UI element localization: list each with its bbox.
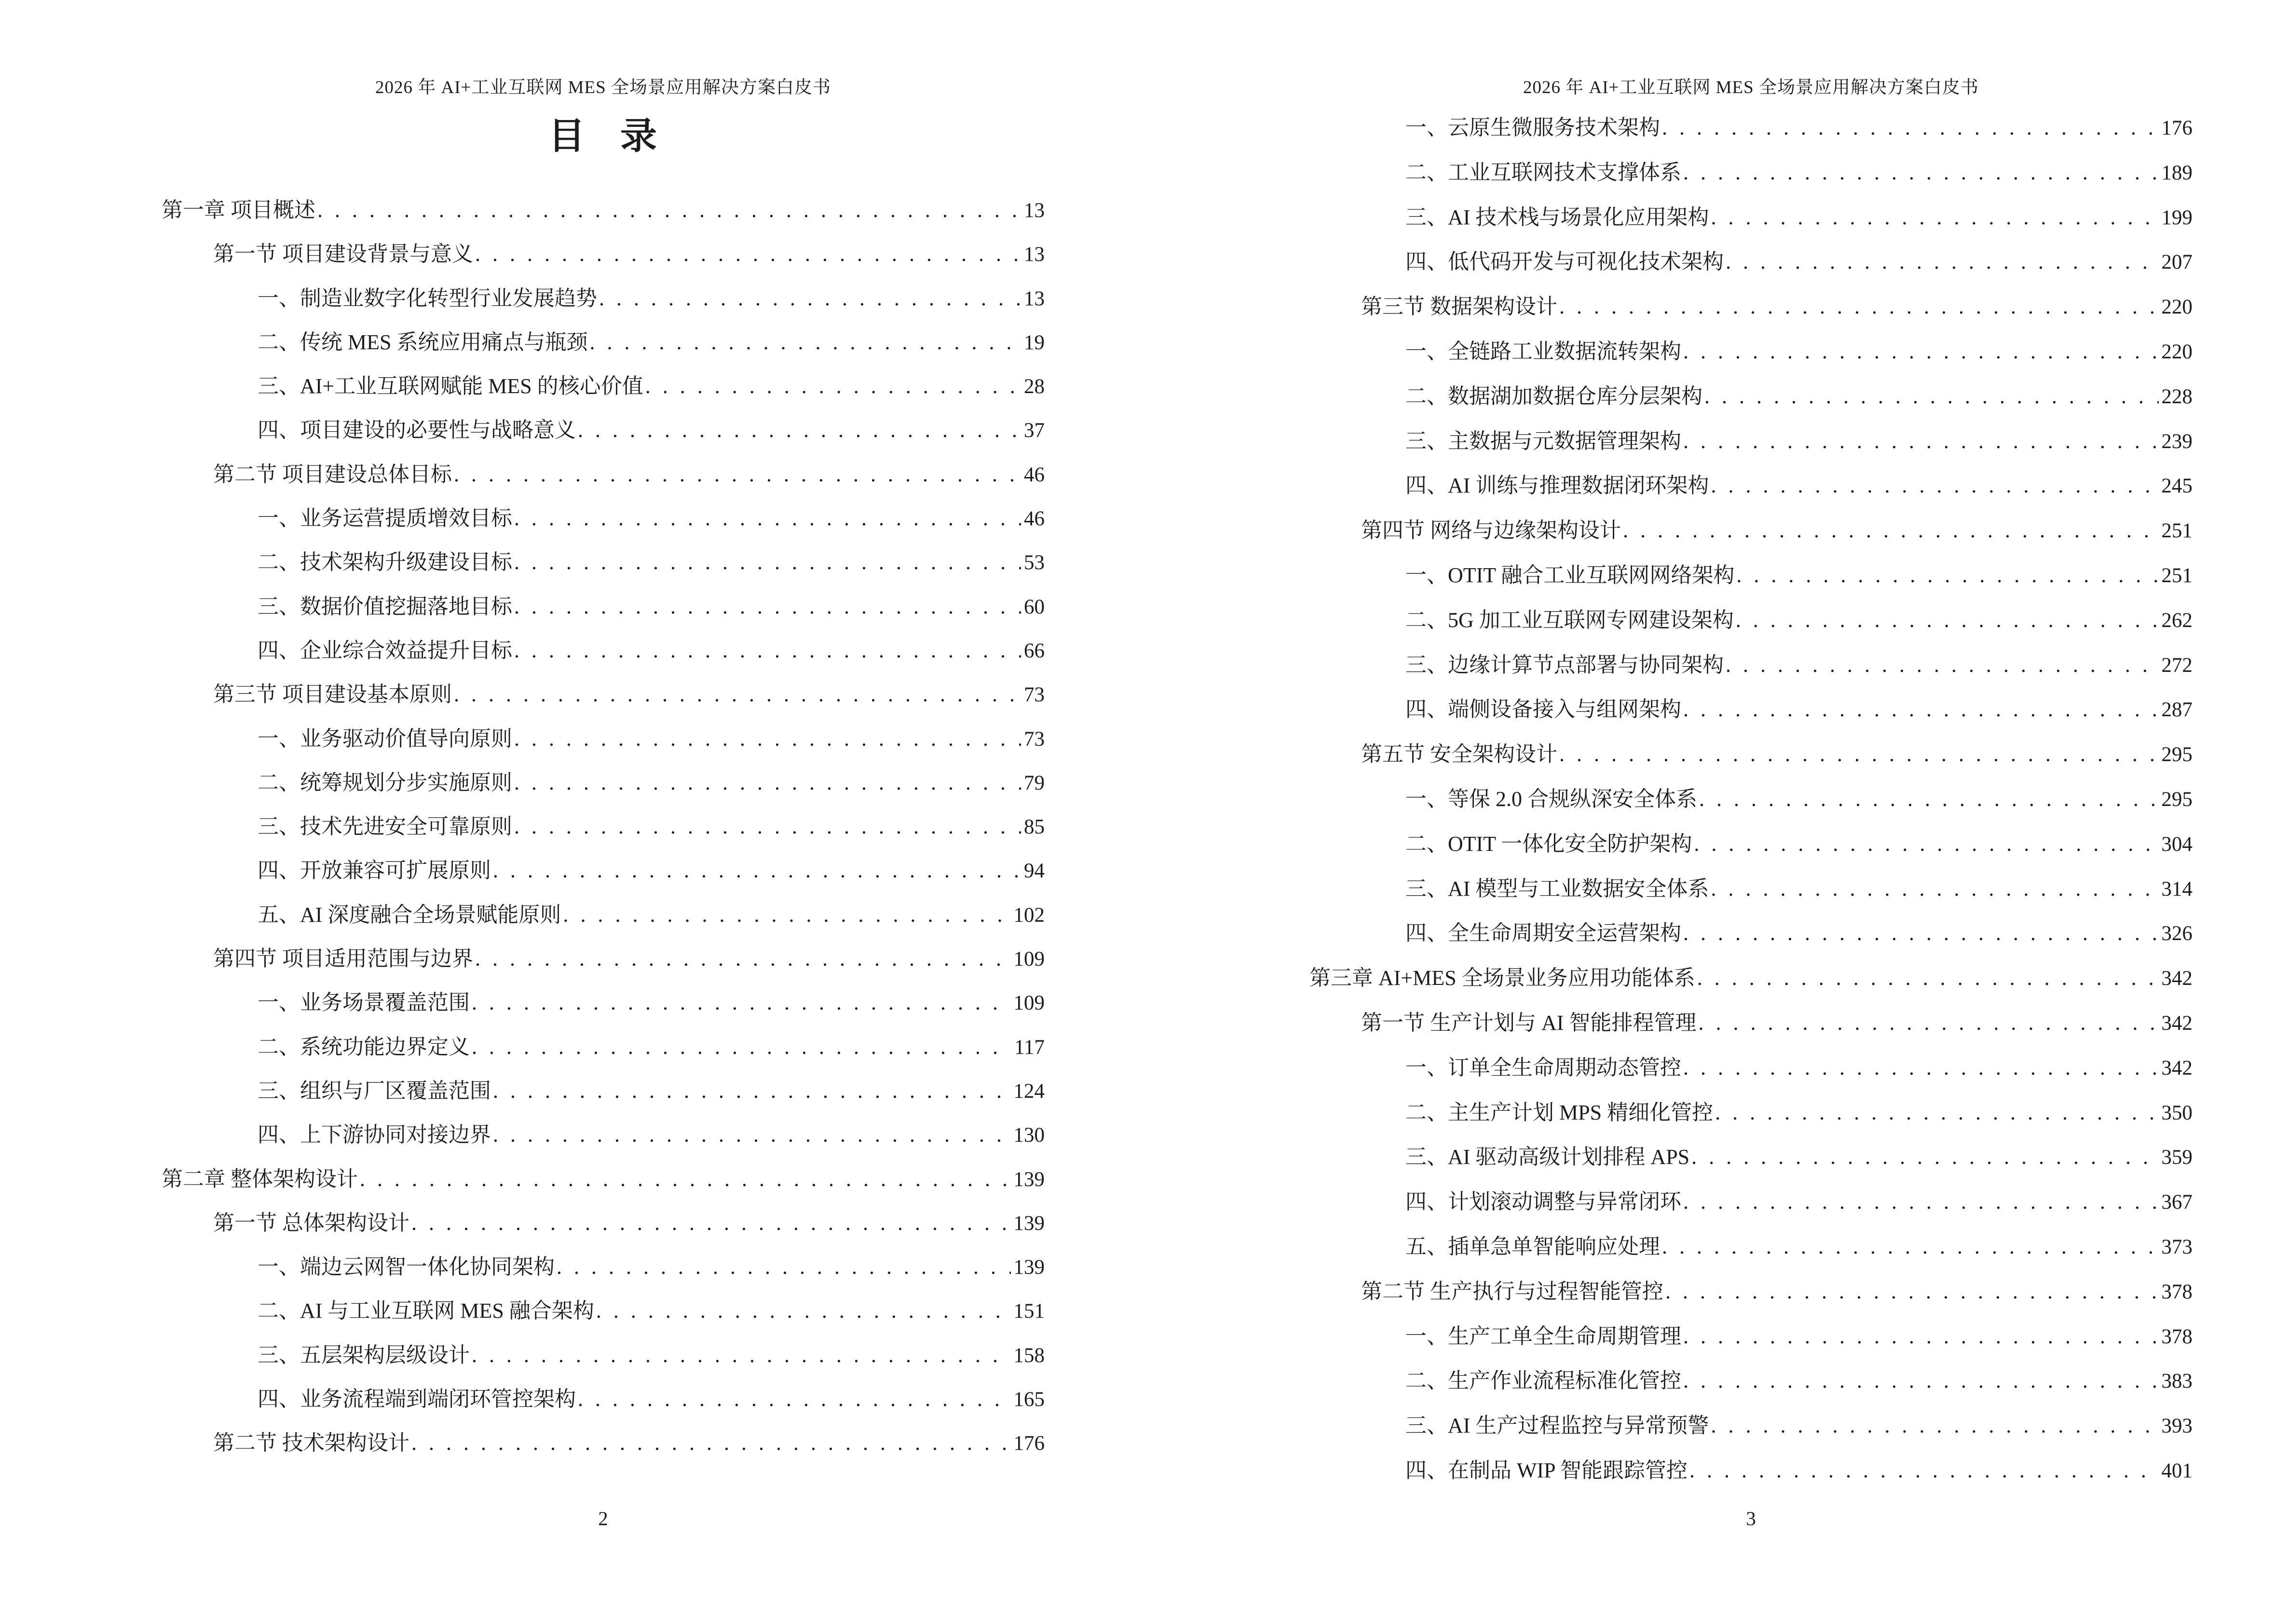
toc-entry-label: 四、低代码开发与可视化技术架构: [1405, 250, 1724, 274]
dot-leader: [1665, 1269, 2159, 1314]
toc-entry[interactable]: [162, 1113, 1045, 1157]
dot-leader: [645, 364, 1021, 408]
toc-entry[interactable]: [1309, 1046, 2192, 1091]
toc-entry-page: 13: [1024, 243, 1045, 266]
toc-entry-label: 四、企业综合效益提升目标: [258, 638, 512, 662]
toc-entry-page: 94: [1024, 860, 1045, 883]
toc-entry-page: 13: [1024, 287, 1045, 310]
dot-leader: [1662, 1225, 2159, 1269]
running-header: 2026 年 AI+工业互联网 MES 全场景应用解决方案白皮书: [1523, 78, 1979, 97]
toc-entry[interactable]: [1309, 822, 2192, 867]
toc-entry[interactable]: [1309, 508, 2192, 553]
toc-entry-label: 二、工业互联网技术支撑体系: [1405, 160, 1681, 184]
toc-entry-page: 220: [2161, 340, 2192, 363]
dot-leader: [514, 761, 1021, 805]
toc-entry[interactable]: [1309, 1269, 2192, 1314]
toc-entry[interactable]: [162, 1245, 1045, 1289]
dot-leader: [1698, 1001, 2158, 1046]
running-header: 2026 年 AI+工业互联网 MES 全场景应用解决方案白皮书: [375, 78, 831, 97]
toc-entry-page: 373: [2161, 1235, 2192, 1258]
toc-entry[interactable]: [1309, 687, 2192, 732]
toc-entry-page: 85: [1024, 816, 1045, 839]
toc-entry[interactable]: [1309, 643, 2192, 688]
toc-entry-label: 一、制造业数字化转型行业发展趋势: [258, 286, 597, 310]
toc-entry-label: 五、插单急单智能响应处理: [1405, 1234, 1660, 1258]
toc-entry-page: 151: [1013, 1300, 1045, 1323]
dot-leader: [1711, 195, 2158, 240]
toc-entry-label: 二、数据湖加数据仓库分层架构: [1405, 384, 1702, 408]
toc-entry[interactable]: [162, 1289, 1045, 1333]
toc-entry-page: 139: [1013, 1256, 1045, 1279]
toc-entry-page: 124: [1013, 1079, 1045, 1103]
dot-leader: [514, 540, 1021, 584]
toc-entry-page: 19: [1024, 331, 1045, 354]
toc-entry-label: 三、AI 生产过程监控与异常预警: [1405, 1414, 1709, 1438]
toc-entry[interactable]: [1309, 956, 2192, 1001]
toc-entry-label: 四、端侧设备接入与组网架构: [1405, 697, 1681, 722]
toc-entry[interactable]: [162, 893, 1045, 937]
toc-entry[interactable]: [1309, 911, 2192, 956]
toc-entry[interactable]: [162, 1377, 1045, 1421]
toc-entry-page: 378: [2161, 1280, 2192, 1303]
toc-entry-page: 73: [1024, 727, 1045, 751]
toc-entry-page: 207: [2161, 251, 2192, 274]
toc-entry[interactable]: [162, 452, 1045, 496]
toc-entry-label: 第四节 项目适用范围与边界: [213, 947, 473, 971]
toc-entry[interactable]: [162, 364, 1045, 408]
toc-entry-page: 109: [1013, 948, 1045, 971]
toc-entry[interactable]: [1309, 1404, 2192, 1448]
toc-entry-label: 一、全链路工业数据流转架构: [1405, 339, 1681, 363]
toc-entry-label: 一、订单全生命周期动态管控: [1405, 1055, 1681, 1079]
dot-leader: [578, 408, 1021, 452]
toc-entry-label: 二、AI 与工业互联网 MES 融合架构: [258, 1299, 594, 1323]
toc-entry[interactable]: [162, 1157, 1045, 1201]
toc-entry[interactable]: [162, 1025, 1045, 1069]
dot-leader: [475, 937, 1011, 981]
toc-entry-label: 三、AI 驱动高级计划排程 APS: [1405, 1145, 1690, 1169]
toc-entry-page: 79: [1024, 771, 1045, 794]
toc-entry[interactable]: [1309, 240, 2192, 285]
dot-leader: [1683, 1359, 2159, 1404]
toc-entry-label: 三、组织与厂区覆盖范围: [258, 1078, 491, 1103]
dot-leader: [514, 805, 1021, 848]
dot-leader: [1689, 1448, 2158, 1493]
toc-entry-page: 262: [2161, 609, 2192, 632]
toc-entry-page: 272: [2161, 654, 2192, 677]
toc-entry-label: 二、系统功能边界定义: [258, 1035, 470, 1059]
toc-entry-label: 第二节 生产执行与过程智能管控: [1361, 1279, 1663, 1303]
toc-entry-label: 第一节 总体架构设计: [213, 1211, 409, 1235]
toc-entry-page: 295: [2161, 743, 2192, 766]
toc-entry[interactable]: [162, 496, 1045, 540]
toc-entry-label: 四、AI 训练与推理数据闭环架构: [1405, 474, 1709, 498]
toc-entry-page: 401: [2161, 1459, 2192, 1482]
toc-entry[interactable]: [162, 540, 1045, 584]
toc-entry[interactable]: [1309, 285, 2192, 329]
toc-entry[interactable]: [162, 761, 1045, 805]
toc-entry-label: 四、业务流程端到端闭环管控架构: [258, 1387, 576, 1411]
dot-leader: [1711, 464, 2158, 508]
toc-entry-page: 165: [1013, 1388, 1045, 1411]
toc-entry[interactable]: [1309, 1225, 2192, 1269]
toc-entry-label: 三、AI+工业互联网赋能 MES 的核心价值: [258, 374, 643, 398]
dot-leader: [1683, 329, 2159, 374]
toc-entry-label: 二、OTIT 一体化安全防护架构: [1405, 832, 1692, 856]
toc-entry-page: 109: [1013, 992, 1045, 1015]
toc-entry[interactable]: [1309, 1448, 2192, 1493]
toc-entry-label: 四、计划滚动调整与异常闭环: [1405, 1190, 1681, 1214]
toc-entry-page: 393: [2161, 1415, 2192, 1438]
toc-entry-page: 383: [2161, 1370, 2192, 1393]
toc-entry-page: 378: [2161, 1325, 2192, 1348]
toc-entry-label: 第四节 网络与边缘架构设计: [1361, 519, 1621, 543]
dot-leader: [472, 1333, 1011, 1377]
toc-entry-label: 第一章 项目概述: [162, 198, 315, 222]
dot-leader: [1683, 419, 2159, 464]
dot-leader: [1726, 643, 2159, 688]
toc-entry[interactable]: [1309, 464, 2192, 508]
toc-entry-page: 37: [1024, 419, 1045, 442]
toc-entry-page: 176: [2161, 117, 2192, 139]
dot-leader: [1559, 732, 2159, 777]
toc-entry-page: 239: [2161, 430, 2192, 453]
toc-entry-page: 102: [1013, 903, 1045, 927]
toc-entry-page: 13: [1024, 199, 1045, 222]
toc-entry-page: 287: [2161, 698, 2192, 722]
dot-leader: [1683, 1180, 2159, 1225]
toc-entry[interactable]: [162, 848, 1045, 892]
toc-entry-page: 342: [2161, 1011, 2192, 1035]
dot-leader: [1704, 374, 2159, 419]
toc-entry-label: 二、生产作业流程标准化管控: [1405, 1369, 1681, 1393]
toc-entry-page: 228: [2161, 385, 2192, 408]
toc-entry[interactable]: [1309, 1359, 2192, 1404]
toc-entry-label: 一、业务运营提质增效目标: [258, 506, 512, 531]
dot-leader: [475, 232, 1021, 276]
dot-leader: [596, 1289, 1011, 1333]
page-number: 2: [598, 1507, 608, 1529]
toc-entry[interactable]: [162, 937, 1045, 981]
toc-entry-page: 139: [1013, 1168, 1045, 1191]
toc-entry-label: 第三节 数据架构设计: [1361, 295, 1557, 319]
toc-entry[interactable]: [162, 981, 1045, 1024]
dot-leader: [1697, 956, 2159, 1001]
toc-entry-label: 第二节 项目建设总体目标: [213, 462, 452, 486]
dot-leader: [514, 496, 1021, 540]
toc-entry-label: 三、技术先进安全可靠原则: [258, 815, 512, 839]
dot-leader: [454, 672, 1021, 716]
dot-leader: [1559, 285, 2159, 329]
toc-entry-label: 一、业务驱动价值导向原则: [258, 726, 512, 751]
toc-entry[interactable]: [162, 1421, 1045, 1465]
toc-entry[interactable]: [1309, 195, 2192, 240]
toc-entry-page: 53: [1024, 551, 1045, 574]
toc-entry[interactable]: [1309, 419, 2192, 464]
toc-entry-label: 第二节 技术架构设计: [213, 1431, 409, 1455]
toc-entry-label: 一、云原生微服务技术架构: [1405, 116, 1660, 139]
toc-entry-page: 304: [2161, 832, 2192, 856]
toc-entry-label: 四、在制品 WIP 智能跟踪管控: [1405, 1458, 1688, 1482]
toc-entry[interactable]: [1309, 1180, 2192, 1225]
toc-entry-page: 326: [2161, 922, 2192, 945]
toc-entry-page: 199: [2161, 206, 2192, 229]
toc-entry[interactable]: [1309, 1135, 2192, 1180]
toc-entry[interactable]: [1309, 553, 2192, 598]
dot-leader: [578, 1377, 1011, 1421]
toc-entry-label: 第三节 项目建设基本原则: [213, 682, 452, 707]
dot-leader: [472, 1025, 1011, 1069]
dot-leader: [514, 628, 1021, 672]
toc-entry-page: 66: [1024, 639, 1045, 662]
dot-leader: [1711, 1404, 2158, 1448]
page-number: 3: [1746, 1507, 1756, 1529]
toc-entry[interactable]: [1309, 374, 2192, 419]
toc-entry-page: 359: [2161, 1146, 2192, 1169]
dot-leader: [454, 452, 1021, 496]
toc-entry-label: 第三章 AI+MES 全场景业务应用功能体系: [1309, 966, 1695, 990]
toc-entry-page: 73: [1024, 683, 1045, 707]
dot-leader: [1699, 777, 2159, 822]
toc-entry[interactable]: [162, 1069, 1045, 1113]
dot-leader: [411, 1421, 1011, 1465]
toc-entry-label: 一、业务场景覆盖范围: [258, 991, 470, 1015]
dot-leader: [1623, 508, 2159, 553]
toc-entry[interactable]: [162, 628, 1045, 672]
toc-entry-page: 189: [2161, 161, 2192, 184]
toc-title: 目 录: [548, 116, 658, 157]
toc-entry[interactable]: [162, 1333, 1045, 1377]
dot-leader: [1736, 553, 2158, 598]
toc-entry[interactable]: [1309, 150, 2192, 195]
toc-entry-label: 第二章 整体架构设计: [162, 1167, 358, 1191]
toc-entry-page: 220: [2161, 296, 2192, 319]
toc-entry-label: 第五节 安全架构设计: [1361, 742, 1557, 766]
toc-entry[interactable]: [1309, 1091, 2192, 1135]
toc-entry[interactable]: [162, 717, 1045, 761]
toc-entry[interactable]: [1309, 106, 2192, 150]
toc-page-left: [162, 0, 1045, 1624]
toc-entry[interactable]: [1309, 1314, 2192, 1359]
toc-entry-page: 46: [1024, 463, 1045, 486]
toc-entry[interactable]: [162, 276, 1045, 320]
toc-entry-label: 三、AI 模型与工业数据安全体系: [1405, 876, 1709, 901]
toc-entry-page: 130: [1013, 1124, 1045, 1147]
toc-entry-label: 四、上下游协同对接边界: [258, 1123, 491, 1147]
toc-entry[interactable]: [1309, 598, 2192, 643]
toc-entry-label: 三、AI 技术栈与场景化应用架构: [1405, 205, 1709, 229]
toc-entry-label: 二、主生产计划 MPS 精细化管控: [1405, 1100, 1714, 1124]
toc-entry-label: 二、5G 加工业互联网专网建设架构: [1405, 608, 1734, 632]
dot-leader: [1691, 1135, 2158, 1180]
toc-entry-page: 60: [1024, 595, 1045, 618]
toc-entry-label: 二、传统 MES 系统应用痛点与瓶颈: [258, 330, 588, 354]
dot-leader: [1683, 1046, 2159, 1091]
toc-entry-page: 295: [2161, 788, 2192, 811]
dot-leader: [514, 717, 1021, 761]
toc-entry-label: 四、全生命周期安全运营架构: [1405, 921, 1681, 945]
dot-leader: [1726, 240, 2159, 285]
toc-entry-page: 176: [1013, 1432, 1045, 1455]
toc-entry[interactable]: [162, 320, 1045, 364]
dot-leader: [557, 1245, 1011, 1289]
toc-entry[interactable]: [1309, 867, 2192, 912]
toc-entry-label: 三、主数据与元数据管理架构: [1405, 429, 1681, 453]
toc-entry-page: 46: [1024, 507, 1045, 531]
dot-leader: [599, 276, 1021, 320]
toc-entry[interactable]: [1309, 732, 2192, 777]
toc-entry-label: 二、技术架构升级建设目标: [258, 550, 512, 574]
toc-entry[interactable]: [162, 672, 1045, 716]
dot-leader: [472, 981, 1011, 1024]
toc-entry[interactable]: [162, 408, 1045, 452]
dot-leader: [1683, 687, 2159, 732]
toc-entry-label: 三、五层架构层级设计: [258, 1343, 470, 1367]
dot-leader: [1736, 598, 2159, 643]
dot-leader: [1694, 822, 2158, 867]
toc-entry-page: 139: [1013, 1212, 1045, 1235]
toc-entry[interactable]: [1309, 777, 2192, 822]
dot-leader: [493, 1113, 1011, 1157]
toc-page-right: [1309, 0, 2192, 1624]
toc-entry-page: 350: [2161, 1101, 2192, 1124]
toc-entries-left: [162, 188, 1045, 1465]
dot-leader: [1683, 150, 2159, 195]
toc-entry-label: 三、边缘计算节点部署与协同架构: [1405, 653, 1724, 677]
dot-leader: [493, 848, 1021, 892]
dot-leader: [1715, 1091, 2158, 1135]
toc-entry[interactable]: [162, 232, 1045, 276]
toc-entry-label: 四、项目建设的必要性与战略意义: [258, 418, 576, 442]
toc-entry[interactable]: [1309, 1001, 2192, 1046]
toc-entry[interactable]: [162, 585, 1045, 628]
dot-leader: [1662, 106, 2159, 150]
toc-entry[interactable]: [1309, 329, 2192, 374]
toc-entry-page: 342: [2161, 1056, 2192, 1079]
toc-entry-label: 一、等保 2.0 合规纵深安全体系: [1405, 787, 1697, 811]
dot-leader: [1683, 911, 2159, 956]
toc-entry-label: 第一节 生产计划与 AI 智能排程管理: [1361, 1010, 1697, 1035]
toc-entry-page: 28: [1024, 375, 1045, 398]
toc-entry-page: 314: [2161, 877, 2192, 901]
toc-entry-page: 117: [1014, 1036, 1045, 1059]
toc-entry-label: 第一节 项目建设背景与意义: [213, 242, 473, 266]
dot-leader: [514, 585, 1021, 628]
toc-entry-label: 三、数据价值挖掘落地目标: [258, 594, 512, 618]
toc-entry-label: 一、生产工单全生命周期管理: [1405, 1324, 1681, 1348]
toc-entry-label: 二、统筹规划分步实施原则: [258, 770, 512, 794]
toc-entry-page: 367: [2161, 1191, 2192, 1214]
toc-entry-label: 四、开放兼容可扩展原则: [258, 859, 491, 883]
dot-leader: [563, 893, 1010, 937]
toc-entry-page: 251: [2161, 519, 2192, 543]
dot-leader: [411, 1201, 1011, 1245]
toc-entries-right: [1309, 106, 2192, 1493]
dot-leader: [360, 1157, 1011, 1201]
toc-entry-label: 一、OTIT 融合工业互联网网络架构: [1405, 563, 1735, 587]
toc-entry[interactable]: [162, 1201, 1045, 1245]
toc-entry-page: 251: [2161, 564, 2192, 587]
dot-leader: [1711, 867, 2158, 912]
toc-entry-page: 158: [1013, 1344, 1045, 1367]
dot-leader: [1683, 1314, 2159, 1359]
dot-leader: [589, 320, 1021, 364]
dot-leader: [317, 188, 1021, 232]
toc-entry[interactable]: [162, 188, 1045, 232]
toc-entry-page: 342: [2161, 967, 2192, 990]
toc-entry-label: 五、AI 深度融合全场景赋能原则: [258, 902, 561, 927]
toc-entry[interactable]: [162, 805, 1045, 848]
toc-entry-label: 一、端边云网智一体化协同架构: [258, 1255, 555, 1279]
dot-leader: [493, 1069, 1011, 1113]
toc-entry-page: 245: [2161, 475, 2192, 498]
